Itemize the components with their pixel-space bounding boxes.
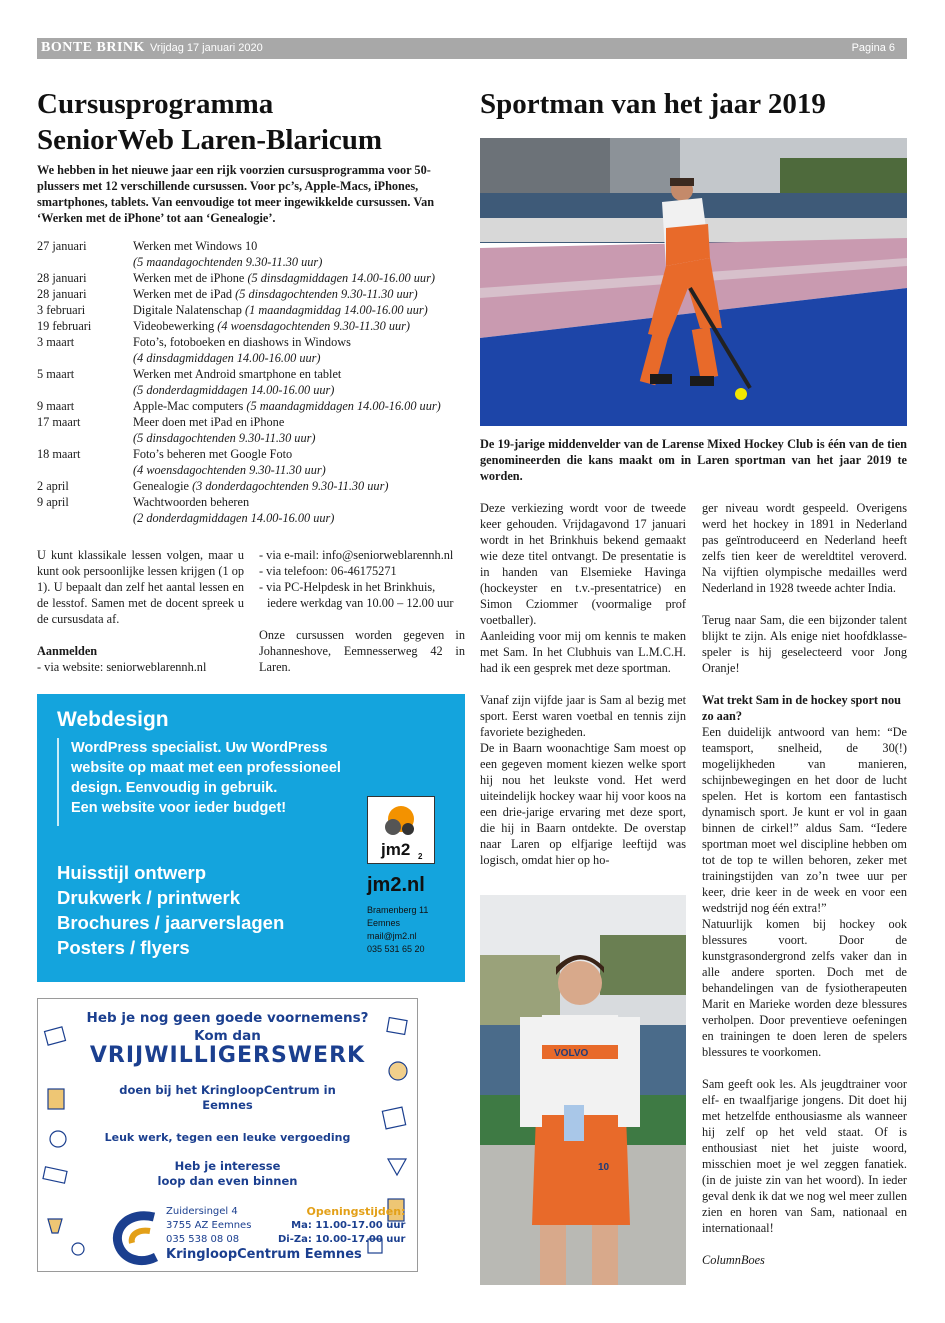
course-name: Wachtwoorden beheren bbox=[133, 495, 250, 509]
newspaper-brand: BONTE BRINK bbox=[41, 40, 145, 55]
contact-email: - via e-mail: info@seniorweblarennh.nl bbox=[259, 548, 454, 562]
jm2-logo-text: jm2 bbox=[381, 840, 411, 859]
hours-line: Ma: 11.00-17.00 uur bbox=[291, 1220, 406, 1231]
contact-column bbox=[259, 547, 465, 675]
schedule-course bbox=[133, 446, 469, 478]
service-item: Posters / flyers bbox=[57, 937, 190, 958]
address-line: Zuidersingel 4 bbox=[166, 1206, 238, 1217]
schedule-row bbox=[37, 398, 469, 414]
schedule-date: 9 maart bbox=[37, 399, 75, 413]
course-name: Foto’s, fotoboeken en diashows in Windows bbox=[133, 335, 351, 349]
schedule-date: 27 januari bbox=[37, 239, 87, 253]
article-paragraph: Natuurlijk komen bij hockey ook blessures voort. Door de kunstgrasondergrond zelfs vaker dan in alle andere sporten. Doch met de behandelingen van de fysiotherapeuten Marit en Marieke worden deze blessures verholpen. Door preventieve oefeningen en trainingen te doen leren de spelers blessures te voorkomen. bbox=[702, 917, 907, 1059]
article-paragraph: ger niveau wordt gespeeld. Overigens werd het hockey in 1891 in Nederland pas geïntroduceerd en Nederland heeft zelfs tien keer de wereldtitel veroverd. Na vijftien olympische medailles werd Nederland in 1928 tweede achter India. bbox=[702, 501, 907, 595]
ad-line: loop dan even binnen bbox=[157, 1174, 298, 1188]
schedule-date: 3 februari bbox=[37, 303, 86, 317]
hours-title: Openingstijden: bbox=[306, 1205, 406, 1218]
schedule-row bbox=[37, 494, 469, 526]
schedule-course bbox=[133, 398, 469, 414]
ad-line: Kom dan bbox=[194, 1028, 261, 1044]
article-subheading: Wat trekt Sam in de hockey sport nou zo aan? bbox=[702, 693, 901, 723]
issue-date: Vrijdag 17 januari 2020 bbox=[150, 42, 263, 54]
course-detail: (4 woensdagochtenden 9.30-11.30 uur) bbox=[217, 319, 411, 333]
location-text: Onze cursussen worden gegeven in Johanneshove, Eemnesserweg 42 in Laren. bbox=[259, 628, 465, 674]
jersey-number: 10 bbox=[598, 1162, 610, 1173]
schedule-row bbox=[37, 334, 469, 366]
article-paragraph: Een duidelijk antwoord van hem: “De teamsport, snelheid, de 30(!) mogelijkheden van manieren, schijnbewegingen en het door de lucht spelen. Het is kortom een fantastisch dynamisch sport. Je kunt er vol in gaan binnen de cirkel!” aldus Sam. “Iedere sportman moet wel discipline hebben om tot de top te willen behoren, zeker met trainingstijden van zo’n twee uur per keer, drie keer in de week en voor een wedstrijd nog één extra!” bbox=[702, 725, 907, 915]
article-column-1 bbox=[480, 500, 686, 868]
kringloop-address bbox=[166, 1205, 251, 1247]
jersey-sponsor-text: VOLVO bbox=[554, 1048, 589, 1059]
page-header-bar bbox=[37, 38, 907, 59]
photo-caption: De 19-jarige middenvelder van de Larense Mixed Hockey Club is één van de tien genomineerden die kans maakt om in Laren sportman van het jaar 2019 te worden. bbox=[480, 437, 907, 483]
schedule-course bbox=[133, 414, 469, 446]
address-line: Eemnes bbox=[367, 918, 401, 928]
kringloop-headline: VRIJWILLIGERSWERK bbox=[89, 1043, 366, 1068]
course-detail: (5 maandagmiddagen 14.00-16.00 uur) bbox=[246, 399, 441, 413]
schedule-course bbox=[133, 478, 469, 494]
course-name: Werken met de iPhone bbox=[133, 271, 245, 285]
schedule-date: 18 maart bbox=[37, 447, 81, 461]
schedule-row bbox=[37, 318, 469, 334]
schedule-row bbox=[37, 478, 469, 494]
schedule-course bbox=[133, 238, 469, 270]
seniorweb-article bbox=[37, 86, 469, 526]
course-name: Meer doen met iPad en iPhone bbox=[133, 415, 285, 429]
course-name: Apple-Mac computers bbox=[133, 399, 244, 413]
article-paragraph: Aanleiding voor mij om kennis te maken met Sam. In het Clubhuis van L.M.C.H. had ik een gesprek met deze sportman. bbox=[480, 629, 686, 675]
course-name: Digitale Nalatenschap bbox=[133, 303, 242, 317]
jm2-logo bbox=[367, 796, 435, 864]
schedule-date: 3 maart bbox=[37, 335, 75, 349]
article-column-2 bbox=[702, 500, 907, 1268]
webdesign-ad-title: Webdesign bbox=[57, 708, 169, 731]
contact-helpdesk: - via PC-Helpdesk in het Brinkhuis, bbox=[259, 580, 436, 594]
schedule-course bbox=[133, 366, 469, 398]
course-detail: (4 dinsdagmiddagen 14.00-16.00 uur) bbox=[133, 351, 321, 365]
course-detail: (5 dinsdagmiddagen 14.00-16.00 uur) bbox=[247, 271, 435, 285]
address-line: Bramenberg 11 bbox=[367, 905, 429, 915]
course-detail: (3 donderdagochtenden 9.30-11.30 uur) bbox=[192, 479, 389, 493]
schedule-course bbox=[133, 318, 469, 334]
article-paragraph: Terug naar Sam, die een bijzonder talent blijkt te zijn. Als enige niet hoofdklasse-speler is hij geselecteerd voor Jong Oranje! bbox=[702, 613, 907, 675]
jm2-address bbox=[367, 904, 428, 956]
schedule-row bbox=[37, 238, 469, 270]
schedule-row bbox=[37, 414, 469, 446]
kringloop-tagline: Leuk werk, tegen een leuke vergoeding bbox=[104, 1131, 351, 1144]
webdesign-ad bbox=[37, 694, 465, 982]
aanmelden-label: Aanmelden bbox=[37, 644, 98, 658]
schedule-course bbox=[133, 334, 469, 366]
page-number: Pagina 6 bbox=[851, 42, 895, 54]
hours-line: Di-Za: 10.00-17.00 uur bbox=[278, 1234, 406, 1245]
course-detail: (2 donderdagmiddagen 14.00-16.00 uur) bbox=[133, 511, 335, 525]
schedule-course bbox=[133, 270, 469, 286]
sam-portrait-photo bbox=[480, 895, 686, 1285]
contact-hours: iedere werkdag van 10.00 – 12.00 uur bbox=[267, 596, 454, 610]
lessons-text: U kunt klassikale lessen volgen, maar u kunt ook persoonlijke lessen krijgen (1 op 1). U bepaalt dan zelf het aantal lessen en de lesstof. Samen met de docent spreek u de cursusdata af. bbox=[37, 548, 244, 626]
course-schedule bbox=[37, 238, 469, 526]
course-name: Werken met de iPad bbox=[133, 287, 233, 301]
article-paragraph: De in Baarn woonachtige Sam moest op een gegeven moment kiezen welke sport hij nou het leukste vond. Het werd uiteindelijk hockey waar hij voor koos na een drie-jarige ervaring met deze sport, die hij in Baarn ontdekte. De overstap naar Laren op elfjarige leeftijd was logisch, omdat hier op ho- bbox=[480, 741, 686, 867]
schedule-row bbox=[37, 286, 469, 302]
course-detail: (5 maandagochtenden 9.30-11.30 uur) bbox=[133, 255, 323, 269]
webdesign-ad-pitch bbox=[57, 738, 371, 826]
service-item: Brochures / jaarverslagen bbox=[57, 912, 285, 933]
course-detail: (5 dinsdagochtenden 9.30-11.30 uur) bbox=[133, 431, 316, 445]
kringloop-phone: 035 538 08 08 bbox=[166, 1234, 240, 1245]
course-detail: (1 maandagmiddag 14.00-16.00 uur) bbox=[245, 303, 428, 317]
jm2-phone: 035 531 65 20 bbox=[367, 944, 425, 954]
article-paragraph: Sam geeft ook les. Als jeugdtrainer voor elf- en twaalfjarige jongens. Dit doet hij met hetzelfde enthousiasme als wanneer hij zelf op het veld staat. Of is enthousiast niet het juiste woord, misschien moet je wel zeggen fanatiek. (in de juiste zin van het woord). In ieder geval denk ik dat we nog wel meer zullen zien en horen van Sam, nationaal en internationaal! bbox=[702, 1077, 907, 1235]
kringloop-logo bbox=[110, 1209, 162, 1267]
pitch-line: Een website voor ieder budget! bbox=[71, 800, 287, 816]
course-name: Videobewerking bbox=[133, 319, 215, 333]
schedule-course bbox=[133, 494, 469, 526]
pitch-line: WordPress specialist. Uw WordPress bbox=[71, 740, 328, 756]
service-item: Drukwerk / printwerk bbox=[57, 887, 241, 908]
svg-text:2: 2 bbox=[418, 852, 423, 861]
article-title-sportman: Sportman van het jaar 2019 bbox=[480, 88, 826, 120]
service-item: Huisstijl ontwerp bbox=[57, 862, 207, 883]
article-title-seniorweb bbox=[37, 86, 469, 158]
article-intro: We hebben in het nieuwe jaar een rijk voorzien cursusprogramma voor 50-plussers met 12 verschillende cursussen. Voor pc’s, Apple-Macs, iPhones, smartphones, tablets. Van eenvoudige tot meer ingewikkelde cursussen. Van ‘Werken met de iPhone’ tot aan ‘Genealogie’. bbox=[37, 163, 435, 225]
schedule-date: 17 maart bbox=[37, 415, 81, 429]
schedule-row bbox=[37, 302, 469, 318]
ad-line: doen bij het KringloopCentrum in bbox=[119, 1083, 336, 1097]
schedule-date: 28 januari bbox=[37, 287, 87, 301]
kringloop-subline bbox=[38, 1083, 417, 1113]
schedule-date: 9 april bbox=[37, 495, 69, 509]
schedule-date: 5 maart bbox=[37, 367, 75, 381]
website-line: - via website: seniorweblarennh.nl bbox=[37, 660, 207, 674]
kringloop-call-to-action bbox=[38, 1159, 417, 1189]
ad-line: Heb je nog geen goede voornemens? bbox=[86, 1010, 369, 1026]
kringloop-name: KringloopCentrum Eemnes bbox=[166, 1247, 362, 1262]
title-line-1: Cursusprogramma bbox=[37, 88, 274, 120]
course-name: Foto’s beheren met Google Foto bbox=[133, 447, 293, 461]
address-line: 3755 AZ Eemnes bbox=[166, 1220, 252, 1231]
course-detail: (5 dinsdagochtenden 9.30-11.30 uur) bbox=[235, 287, 418, 301]
schedule-row bbox=[37, 366, 469, 398]
kringloop-opening-hours bbox=[278, 1205, 405, 1247]
schedule-date: 19 februari bbox=[37, 319, 92, 333]
course-name: Werken met Android smartphone en tablet bbox=[133, 367, 342, 381]
ad-line: Eemnes bbox=[202, 1098, 253, 1112]
schedule-date: 2 april bbox=[37, 479, 69, 493]
hockey-action-photo bbox=[480, 138, 907, 426]
article-paragraph: Deze verkiezing wordt voor de tweede keer gehouden. Vrijdagavond 17 januari wordt in het Brinkhuis bekend gemaakt wie deze titel ontvangt. De presentatie is in handen van Elsemieke Havinga (hockeyster en t.v.-presentatrice) en Simon Cziommer (voormalige prof voetballer). bbox=[480, 501, 686, 627]
webdesign-services bbox=[57, 860, 284, 960]
contact-phone: - via telefoon: 06-46175271 bbox=[259, 564, 397, 578]
lessons-column bbox=[37, 547, 244, 675]
course-name: Genealogie bbox=[133, 479, 189, 493]
pitch-line: design. Eenvoudig in gebruik. bbox=[71, 780, 278, 796]
course-name: Werken met Windows 10 bbox=[133, 239, 258, 253]
schedule-course bbox=[133, 286, 469, 302]
ad-line: Heb je interesse bbox=[174, 1159, 281, 1173]
kringloop-intro bbox=[38, 1009, 417, 1045]
schedule-row bbox=[37, 446, 469, 478]
article-signature: ColumnBoes bbox=[702, 1253, 765, 1267]
jm2-email[interactable]: mail@jm2.nl bbox=[367, 931, 417, 941]
jm2-website[interactable]: jm2.nl bbox=[367, 874, 425, 896]
schedule-course bbox=[133, 302, 469, 318]
course-detail: (5 donderdagmiddagen 14.00-16.00 uur) bbox=[133, 383, 335, 397]
title-line-2: SeniorWeb Laren-Blaricum bbox=[37, 124, 383, 156]
kringloop-ad bbox=[37, 998, 418, 1272]
schedule-date: 28 januari bbox=[37, 271, 87, 285]
course-detail: (4 woensdagochtenden 9.30-11.30 uur) bbox=[133, 463, 326, 477]
article-paragraph: Vanaf zijn vijfde jaar is Sam al bezig met sport. Eerst waren voetbal en tennis zijn favoriete bezigheden. bbox=[480, 693, 686, 739]
pitch-line: website op maat met een professioneel bbox=[71, 760, 341, 776]
schedule-row bbox=[37, 270, 469, 286]
